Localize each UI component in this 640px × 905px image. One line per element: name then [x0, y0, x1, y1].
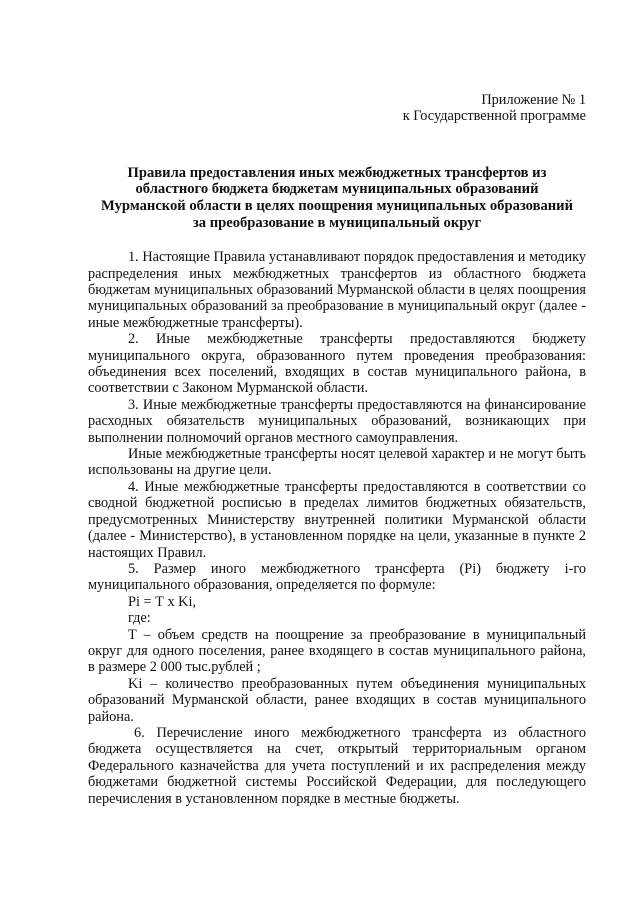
formula-ki-definition: Ki – количество преобразованных путем объединения муниципальных образований Мурманской области, ранее входящих в состав муниципального района.	[88, 675, 586, 725]
paragraph-1: 1. Настоящие Правила устанавливают порядок предоставления и методику распределения иных межбюджетных трансфертов из областного бюджета бюджетам муниципальных образований Мурманской области в целях поощрения муниципальных образований за преобразование в муниципальный округ (далее - иные межбюджетные трансферты).	[88, 249, 586, 331]
appendix-number: Приложение № 1	[481, 92, 586, 108]
document-page	[88, 92, 586, 807]
document-title: Правила предоставления иных межбюджетных трансфертов из областного бюджета бюджетам муниципальных образований Мурманской области в целях поощрения муниципальных образований за преобразование в муниципальный округ	[101, 164, 573, 231]
formula: Рi = Т х Ki,	[128, 593, 197, 610]
formula-where: где:	[128, 610, 151, 627]
formula-t-definition: Т – объем средств на поощрение за преобразование в муниципальный округ для одного поселения, ранее входящего в состав муниципального района, в размере 2 000 тыс.рублей ;	[88, 626, 586, 676]
paragraph-3-note: Иные межбюджетные трансферты носят целевой характер и не могут быть использованы на другие цели.	[88, 446, 586, 479]
appendix-program: к Государственной программе	[402, 108, 586, 125]
paragraph-5: 5. Размер иного межбюджетного трансферта (Рi) бюджету i-го муниципального образования, определяется по формуле:	[88, 560, 586, 594]
appendix-header	[88, 92, 586, 125]
paragraph-3: 3. Иные межбюджетные трансферты предоставляются на финансирование расходных обязательств муниципальных образований, возникающих при выполнении полномочий органов местного самоуправления.	[88, 396, 586, 446]
paragraph-4: 4. Иные межбюджетные трансферты предоставляются в соответствии со сводной бюджетной росписью в пределах лимитов бюджетных обязательств, предусмотренных Министерству внутренней политики Мурманской области (далее - Министерство), в установленном порядке на цели, указанные в пункте 2 настоящих Правил.	[88, 478, 586, 561]
paragraph-2: 2. Иные межбюджетные трансферты предоставляются бюджету муниципального округа, образованного путем проведения преобразования: объединения всех поселений, входящих в состав муниципального района, в соответствии с Законом Мурманской области.	[88, 331, 586, 397]
paragraph-6: 6. Перечисление иного межбюджетного трансферта из областного бюджета осуществляется на счет, открытый территориальным органом Федерального казначейства для учета поступлений и их распределения между бюджетами бюджетной системы Российской Федерации, для последующего перечисления в установленном порядке в местные бюджеты.	[88, 724, 586, 807]
